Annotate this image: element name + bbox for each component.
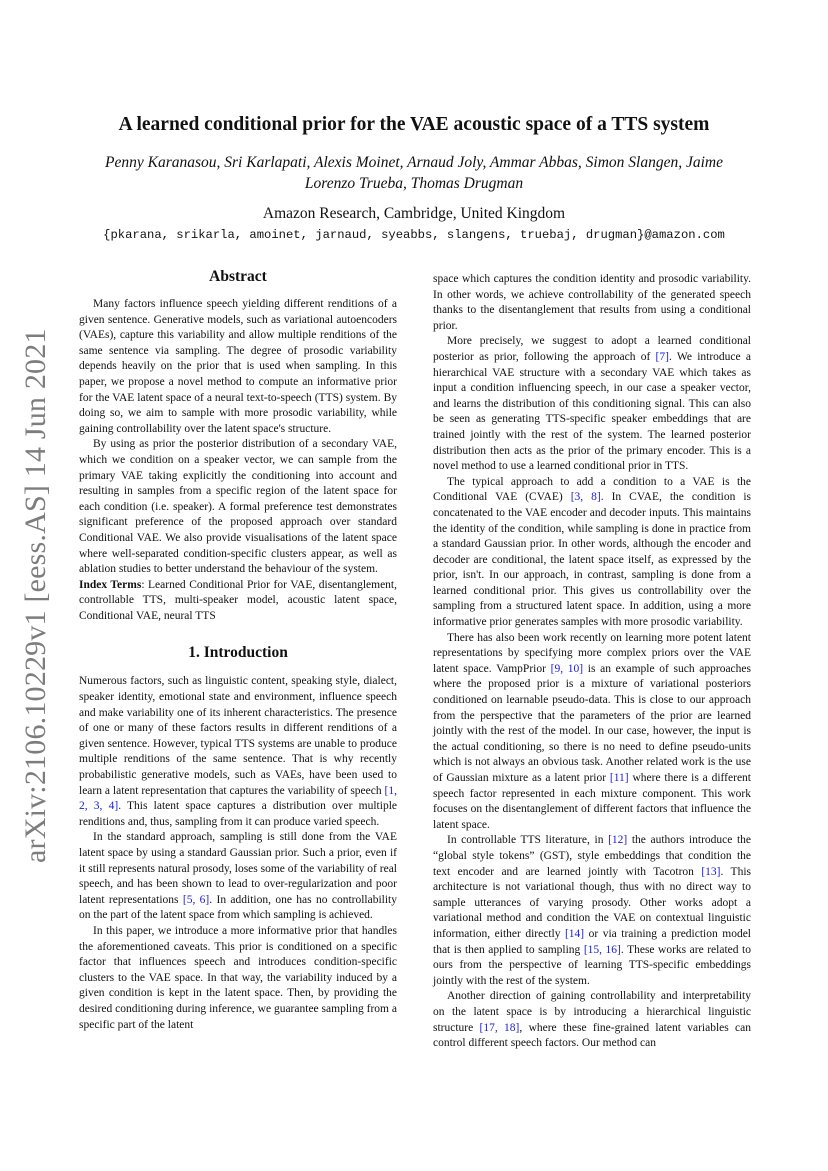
- citation-link[interactable]: [1, 2, 3, 4]: [79, 784, 397, 813]
- right-p5-text-d: or via training a prediction model that is then applied to sampling: [433, 927, 751, 956]
- abstract-heading: Abstract: [209, 268, 267, 285]
- right-p3-text-a: The typical approach to add a condition to a VAE is the Conditional VAE (CVAE): [433, 475, 751, 504]
- right-p6-text-b: , where these fine-grained latent variables can control different speech factors. Our method can: [433, 1021, 751, 1050]
- right-paragraph-1: space which captures the condition identity and prosodic variability. In other words, we achieve controllability of the generated speech thanks to the disentanglement that results from using a conditional prior.: [433, 273, 751, 332]
- intro-paragraph-1: [79, 674, 397, 830]
- intro-paragraph-2: [79, 830, 397, 924]
- citation-link[interactable]: [7]: [655, 350, 669, 363]
- intro-p2-text-a: In the standard approach, sampling is still done from the VAE latent space by using a standard Gaussian prior. Such a prior, even if it still represents natural prosody, loses some of the variability of real speech, and has been shown to lead to over-regularization and poor latent representations: [79, 831, 397, 906]
- citation-link[interactable]: [9, 10]: [550, 662, 584, 675]
- intro-paragraph-3: In this paper, we introduce a more informative prior that handles the aforementioned caveats. This prior is conditioned on a specific factor that influences speech and introduces condition-specific clusters to the VAE space. In that way, the variability induced by a given condition is kept in the latent space. Then, by providing the desired conditioning during inference, we guarantee sampling from a specific part of the latent: [79, 924, 397, 1031]
- right-p5-text-c: . This architecture is not variational though, thus with no direct way to sample utterances of varying prosody. Other works adopt a variational method and condition the VAE on contextual linguistic information, either directly: [433, 865, 751, 940]
- citation-link[interactable]: [3, 8]: [570, 491, 601, 504]
- intro-p1-text-b: . This latent space captures a distribution over multiple renditions and, thus, sampling from it can produce varied speech.: [79, 800, 397, 828]
- right-p6-text-a: Another direction of gaining controllability and interpretability on the latent space is by introducing a hierarchical linguistic structure: [433, 990, 751, 1034]
- paper-title: A learned conditional prior for the VAE acoustic space of a TTS system: [118, 114, 710, 135]
- right-p4-text-a: There has also been work recently on learning more potent latent representations by specifying more complex priors over the VAE latent space. VampPrior: [433, 631, 751, 675]
- citation-link[interactable]: [15, 16]: [583, 943, 621, 956]
- affiliation: Amazon Research, Cambridge, United Kingdom: [262, 205, 566, 222]
- intro-p2-text-b: . In addition, one has no controllability on the part of the latent space from which sampling is achieved.: [79, 893, 397, 922]
- authors-line-1: Penny Karanasou, Sri Karlapati, Alexis Moinet, Arnaud Joly, Ammar Abbas, Simon Slangen, Jaime: [105, 154, 723, 171]
- right-paragraph-5: [433, 833, 751, 989]
- abstract-paragraph-1: Many factors influence speech yielding different renditions of a given sentence. Generative models, such as variational autoencoders (VAEs), capture this variability and allow multiple renditions of the same sentence via sampling. The degree of prosodic variability depends heavily on the prior that is used when sampling. In this paper, we propose a novel method to compute an informative prior for the VAE latent space of a neural text-to-speech (TTS) system. By doing so, we aim to sample with more prosodic variability, while gaining controllability over the latent space's structure.: [79, 298, 397, 435]
- left-column: [79, 266, 397, 1033]
- citation-link[interactable]: [12]: [608, 834, 628, 847]
- right-paragraph-2: [433, 334, 751, 474]
- right-p5-text-b: the authors introduce the “global style tokens” (GST), style embeddings that condition the text encoder and are learned jointly with Tacotron: [433, 834, 752, 878]
- right-p2-text-a: More precisely, we suggest to adopt a learned conditional posterior as prior, following the approach of: [433, 335, 751, 363]
- right-paragraph-3: [433, 475, 751, 631]
- citation-link[interactable]: [17, 18]: [479, 1021, 520, 1034]
- right-p5-text-e: . These works are related to ours from the perspective of learning TTS-specific embeddings jointly with the rest of the system.: [433, 943, 751, 987]
- right-p5-text-a: In controllable TTS literature, in: [447, 834, 609, 847]
- citation-link[interactable]: [11]: [609, 772, 629, 784]
- index-terms-text: : Learned Conditional Prior for VAE, disentanglement, controllable TTS, multi-speaker model, acoustic latent space, Conditional VAE, neural TTS: [79, 578, 398, 622]
- arxiv-identifier-text: arXiv:2106.10229v1 [eess.AS] 14 Jun 2021: [19, 328, 52, 863]
- right-p2-text-b: . We introduce a hierarchical VAE structure with a secondary VAE which takes as input a condition influencing speech, in our case a speaker vector, and learns the distribution of this conditioning signal. This can also be seen as generating TTS-specific speaker embeddings that are trained jointly with the rest of the system. The learned posterior distribution then acts as the prior of the primary encoder. This is a novel method to use a learned conditional prior in TTS.: [433, 350, 751, 473]
- right-paragraph-6: [433, 989, 751, 1051]
- citation-link[interactable]: [5, 6]: [182, 893, 210, 906]
- introduction-heading: 1. Introduction: [188, 644, 288, 662]
- right-p4-text-c: where there is a different speech factor represented in each mixture component. This work focuses on the disentanglement of different factors that influence the latent space.: [433, 772, 751, 831]
- intro-p1-text-a: Numerous factors, such as linguistic content, speaking style, dialect, speaker identity, emotional state and environment, influence speech and make variability one of its inherent characteristics. The presence of one or many of these factors results in different renditions of a given sentence. However, typical TTS systems are unable to produce multiple renditions of the same sentence. That is why recently probabilistic generative models, such as VAEs, have been used to learn a latent representation that captures the variability of speech: [79, 675, 397, 797]
- author-emails: {pkarana, srikarla, amoinet, jarnaud, syeabbs, slangens, truebaj, drugman}@amazon.com: [103, 228, 725, 242]
- index-terms-label: Index Terms: [79, 578, 142, 591]
- right-p3-text-b: . In CVAE, the condition is concatenated to the VAE encoder and decoder inputs. This maintains the identity of the condition, while sampling is done in practice from a standard Gaussian prior. In other words, although the encoder and decoder are conditional, the latent space itself, as expressed by the prior, isn't. In our approach, in contrast, sampling is done from a learned conditional prior. This gives us controllability over the sampling from a structured latent space. In addition, using a more informative prior generates samples with more prosodic variability.: [433, 491, 751, 629]
- citation-link[interactable]: [14]: [564, 927, 585, 940]
- right-paragraph-4: [433, 631, 751, 834]
- authors-line-2: Lorenzo Trueba, Thomas Drugman: [304, 175, 524, 192]
- index-terms: [79, 578, 397, 625]
- citation-link[interactable]: [13]: [701, 865, 721, 878]
- author-list: [90, 152, 738, 194]
- right-column: [433, 272, 751, 1052]
- right-p4-text-b: is an example of such approaches where the proposed prior is a mixture of variational posteriors conditioned on learnable pseudo-data. This is close to our approach from the perspective that the parameters of the prior are learned jointly with the rest of the model. In our case, however, the input is the actual conditioning, so there is no need to define pseudo-units which is not always an obvious task. Another related work is the use of Gaussian mixture as a latent prior: [433, 662, 751, 784]
- abstract-paragraph-2: By using as prior the posterior distribution of a secondary VAE, which we condition on a speaker vector, we can sample from the primary VAE taking explicitly the conditioning into account and resulting in samples from a specific region of the latent space for each condition (i.e. speaker). A formal preference test demonstrates significant preference of the proposed approach over standard Conditional VAE. We also provide visualisations of the latent space where well-separated condition-specific clusters appear, as well as ablation studies to better understand the behaviour of the system.: [79, 438, 397, 576]
